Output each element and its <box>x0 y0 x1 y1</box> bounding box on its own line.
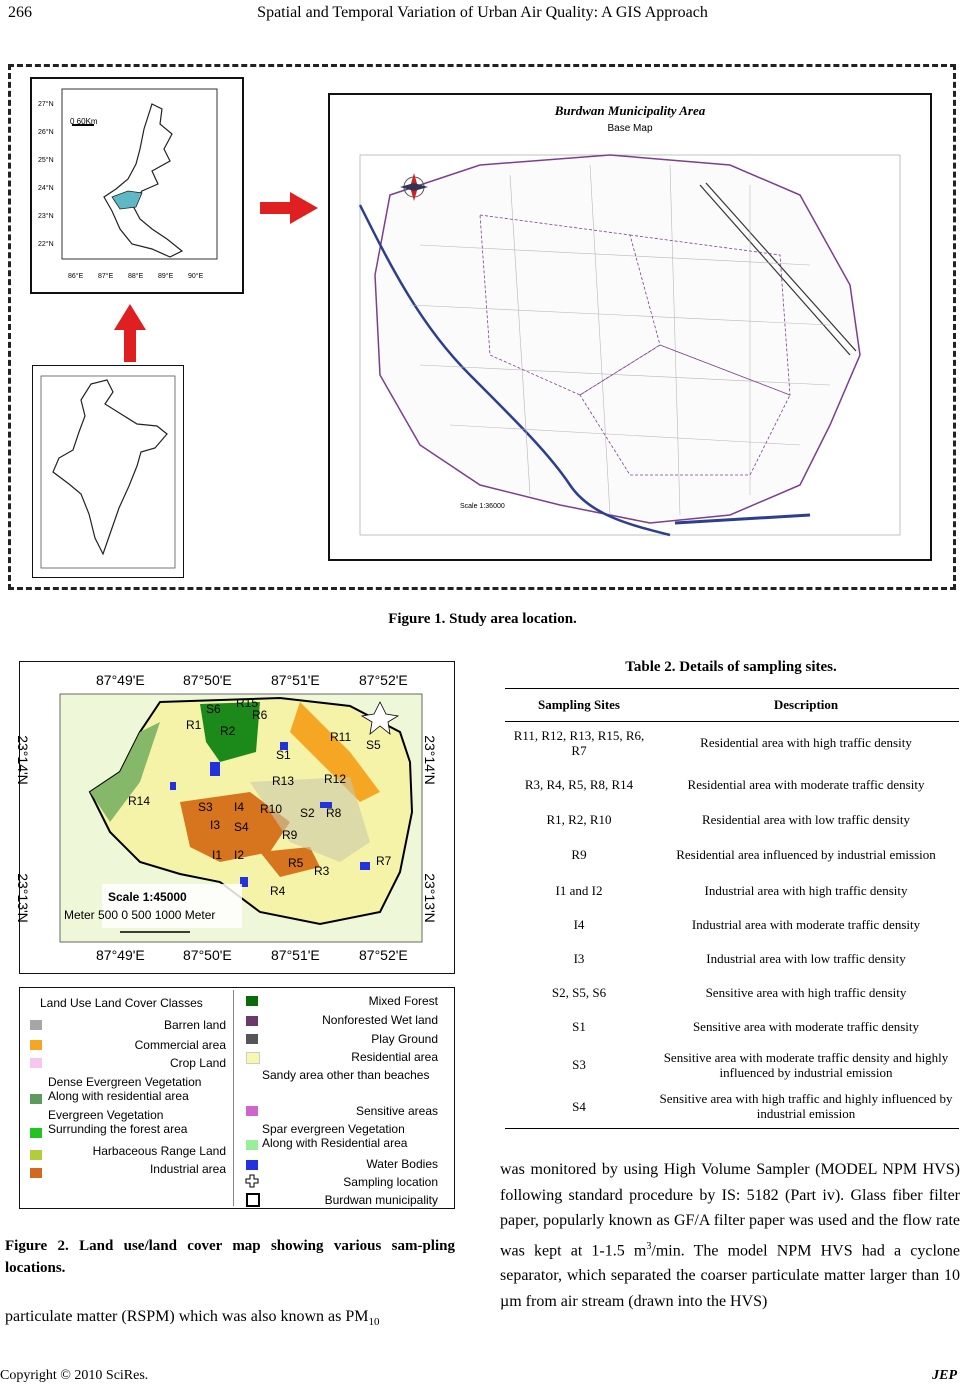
table-row <box>505 943 959 977</box>
table-cell: Residential area with high traffic density <box>700 735 912 751</box>
legend-label: Industrial area <box>149 1162 226 1176</box>
table-cell: I4 <box>573 917 585 933</box>
legend-swatch <box>30 1020 42 1030</box>
table-cell: S4 <box>505 1087 653 1129</box>
table-header-row <box>505 689 959 722</box>
legend-swatch <box>30 1150 42 1160</box>
landuse-legend <box>19 987 455 1209</box>
inset-map <box>30 77 244 294</box>
municipality-map <box>330 95 930 559</box>
legend-swatch <box>30 1094 42 1104</box>
lon-label: 86°E <box>68 273 84 280</box>
bottom-tick: 87°50'E <box>183 947 232 963</box>
municipality-boundary-icon <box>246 1193 260 1207</box>
table-cell: S3 <box>572 1057 586 1073</box>
legend-divider <box>233 990 234 1206</box>
site-label: R6 <box>252 708 268 722</box>
table-cell: I1 and I2 <box>555 883 603 899</box>
lat-label: 22°N <box>38 241 54 248</box>
table-row <box>505 1011 959 1045</box>
table-cell: I3 <box>573 951 585 967</box>
left-tick: 23°13'N <box>14 873 31 923</box>
india-map <box>32 365 184 578</box>
table-header: Description <box>653 689 959 722</box>
page-number: 266 <box>8 4 32 21</box>
legend-swatch <box>246 996 258 1006</box>
legend-swatch <box>246 1052 260 1064</box>
table-cell: Sensitive area with high traffic density <box>705 985 907 1001</box>
right-tick: 23°13'N <box>421 873 438 923</box>
site-label: S6 <box>206 702 221 716</box>
india-outline <box>33 366 183 577</box>
legend-label: Harbaceous Range Land <box>92 1144 226 1158</box>
site-label: I2 <box>234 848 245 862</box>
table-cell: R9 <box>571 847 587 863</box>
site-label: I1 <box>212 848 223 862</box>
legend-label: Evergreen Vegetation Surrunding the forest area <box>48 1108 188 1136</box>
lon-label: 90°E <box>188 273 204 280</box>
table-cell: Sensitive area with moderate traffic density <box>692 1019 920 1035</box>
table-row <box>505 805 959 837</box>
table-cell: Industrial area with low traffic density <box>706 951 906 967</box>
lon-label: 87°E <box>98 273 114 280</box>
lat-label: 25°N <box>38 157 54 164</box>
left-paragraph-subscript: 10 <box>368 1316 380 1329</box>
figure2-caption: Figure 2. Land use/land cover map showing various sam-pling locations. <box>5 1238 455 1276</box>
right-paragraph-superscript: 3 <box>646 1240 652 1252</box>
legend-label: Sensitive areas <box>355 1104 438 1118</box>
site-label: R15 <box>236 696 259 710</box>
base-map-title: Burdwan Municipality Area <box>554 103 706 118</box>
right-tick: 23°14'N <box>421 735 438 785</box>
top-tick: 87°52'E <box>359 672 408 688</box>
legend-swatch <box>30 1040 42 1050</box>
site-label: S3 <box>198 800 213 814</box>
legend-label: Nonforested Wet land <box>322 1013 438 1027</box>
table-cell: Residential area with moderate traffic density <box>687 776 925 792</box>
map-scale-title: Scale 1:45000 <box>108 890 187 904</box>
legend-label: Sandy area other than beaches <box>262 1068 430 1082</box>
map-scale-bar: Meter 500 0 500 1000 Meter <box>64 908 216 922</box>
site-label: R13 <box>272 774 295 788</box>
base-map-subtitle: Base Map <box>607 123 653 134</box>
site-label: I4 <box>234 800 245 814</box>
inset-scale: 0 60Km <box>70 117 98 126</box>
table-cell: Residential area influenced by industrial emission <box>676 847 936 863</box>
site-label: R1 <box>186 718 202 732</box>
site-label: R4 <box>270 884 286 898</box>
table-row <box>505 875 959 909</box>
right-paragraph-text: was monitored by using High Volume Sampler (MODEL NPM HVS) following standard procedure by IS: 5182 (Part iv). Glass fiber filter paper, popularly known as GF/A filter paper was used and the flow rate was kept at 1-1.5 m <box>500 1161 960 1259</box>
table-cell: S1 <box>572 1019 586 1035</box>
legend-swatch <box>30 1128 42 1138</box>
left-paragraph <box>5 1304 460 1336</box>
landuse-map <box>14 661 455 974</box>
lon-label: 88°E <box>128 273 144 280</box>
journal-abbrev: JEP <box>932 1368 957 1383</box>
site-label: R8 <box>326 806 342 820</box>
legend-swatch <box>30 1058 42 1068</box>
legend-swatch <box>246 1016 258 1026</box>
top-tick: 87°49'E <box>96 672 145 688</box>
site-label: R11 <box>330 730 352 744</box>
site-label: R10 <box>260 802 283 816</box>
site-label: S4 <box>234 820 249 834</box>
site-label: R9 <box>282 828 298 842</box>
base-map <box>328 93 932 561</box>
legend-label: Sampling location <box>343 1175 438 1189</box>
table-cell: S2, S5, S6 <box>551 985 607 1001</box>
table-row <box>505 909 959 943</box>
running-title: Spatial and Temporal Variation of Urban Air Quality: A GIS Approach <box>257 4 708 21</box>
legend-label: Crop Land <box>169 1056 226 1070</box>
sites-table <box>505 688 959 1129</box>
table-cell: R1, R2, R10 <box>546 812 612 828</box>
table-cell: R3, R4, R5, R8, R14 <box>524 776 634 792</box>
figure1-caption: Figure 1. Study area location. <box>388 611 577 627</box>
legend-label: Water Bodies <box>366 1157 438 1171</box>
table-cell: Residential area with low traffic density <box>701 812 911 828</box>
lat-label: 26°N <box>38 129 54 136</box>
site-label: R2 <box>220 724 236 738</box>
site-label: R5 <box>288 856 304 870</box>
bottom-tick: 87°52'E <box>359 947 408 963</box>
site-label: R12 <box>324 772 347 786</box>
bottom-tick: 87°51'E <box>271 947 320 963</box>
lat-label: 24°N <box>38 185 54 192</box>
legend-swatch <box>246 1160 258 1170</box>
west-bengal-map <box>32 79 242 292</box>
legend-label: Burdwan municipality <box>324 1193 438 1207</box>
legend-label: Play Ground <box>371 1032 438 1046</box>
table-row <box>505 1045 959 1087</box>
legend-label: Commercial area <box>134 1038 226 1052</box>
top-tick: 87°50'E <box>183 672 232 688</box>
right-paragraph <box>500 1157 960 1314</box>
top-tick: 87°51'E <box>271 672 320 688</box>
table-cell: Industrial area with moderate traffic density <box>691 917 921 933</box>
legend-label: Spar evergreen Vegetation Along with Residential area <box>262 1122 408 1150</box>
legend-swatch <box>30 1168 42 1178</box>
table-cell: Industrial area with high traffic density <box>704 883 908 899</box>
table-row <box>505 837 959 875</box>
left-tick: 23°14'N <box>14 735 31 785</box>
copyright: Copyright © 2010 SciRes. <box>0 1368 149 1383</box>
sampling-location-icon <box>245 1174 259 1188</box>
right-arrow-icon <box>258 190 320 226</box>
table2-title: Table 2. Details of sampling sites. <box>625 659 837 675</box>
lat-label: 27°N <box>38 101 54 108</box>
legend-swatch <box>246 1034 258 1044</box>
table-row <box>505 766 959 805</box>
legend-label: Dense Evergreen Vegetation Along with residential area <box>48 1075 202 1103</box>
site-label: R3 <box>314 864 330 878</box>
lon-label: 89°E <box>158 273 174 280</box>
legend-label: Mixed Forest <box>368 994 438 1008</box>
bottom-tick: 87°49'E <box>96 947 145 963</box>
site-label: S2 <box>300 806 315 820</box>
table-cell: Sensitive area with moderate traffic density and highly influenced by industrial emission <box>663 1049 949 1080</box>
table-header: Sampling Sites <box>505 689 653 722</box>
site-label: R7 <box>376 854 392 868</box>
table-row <box>505 722 959 766</box>
legend-label: Barren land <box>163 1018 226 1032</box>
table-cell: Sensitive area with high traffic and highly influenced by industrial emission <box>653 1087 959 1129</box>
site-label: S1 <box>276 748 291 762</box>
up-arrow-icon <box>110 300 150 364</box>
site-label: R14 <box>128 794 151 808</box>
site-label: I3 <box>210 818 221 832</box>
legend-title: Land Use Land Cover Classes <box>40 996 203 1010</box>
table-row <box>505 977 959 1011</box>
right-paragraph-text-cont: /min. The model NPM HVS had a cyclone separator, which separated the coarser particulate matter larger than 10 µm from air stream (drawn into the HVS) <box>500 1241 961 1310</box>
lat-label: 23°N <box>38 213 54 220</box>
legend-swatch <box>246 1106 258 1116</box>
table-cell: R11, R12, R13, R15, R6, R7 <box>513 727 645 758</box>
left-paragraph-text: particulate matter (RSPM) which was also known as PM <box>5 1308 369 1325</box>
base-map-scale: Scale 1:36000 <box>460 503 505 510</box>
legend-swatch <box>246 1140 258 1150</box>
site-label: S5 <box>366 738 381 752</box>
table-row <box>505 1087 959 1129</box>
legend-label: Residential area <box>351 1050 438 1064</box>
